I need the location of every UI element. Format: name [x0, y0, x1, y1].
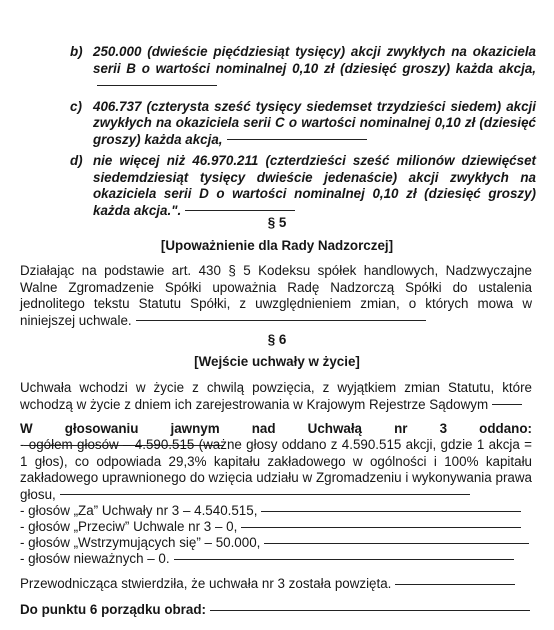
section6-number: § 6	[267, 332, 287, 347]
vote-total	[20, 437, 532, 503]
dash-leader	[97, 85, 217, 86]
list-item-text: 250.000 (dwieście pięćdziesiąt tysięcy) akcji zwykłych na okaziciela serii B o wartości nominalnej 0,10 zł (dziesięć groszy) każda akcja,	[93, 44, 536, 76]
dash-leader	[174, 559, 514, 560]
list-item-label: d)	[70, 153, 83, 168]
list-item	[0, 44, 554, 94]
vote-total-text: - ogółem głosów – 4.590.515 (ważne głosy oddano z 4.590.515 akcji, gdzie 1 akcja = 1 głos), co odpowiada 29,3% kapitału zakładowego w ogólności i 100% kapitału zakładowego uprawnionego do wzięcia udziału w Zgromadzeniu i wykonywania prawa głosu,	[20, 437, 532, 502]
section5-body	[20, 263, 532, 329]
list-item	[0, 99, 554, 149]
dash-leader	[136, 320, 426, 321]
list-item	[0, 153, 554, 219]
dash-leader	[185, 210, 295, 211]
vote-line-abstain	[20, 535, 532, 552]
list-item-text: nie więcej niż 46.970.211 (czterdzieści sześć milionów dziewięćset siedemdziesiąt tysięcy dwieście jedenaście) akcji zwykłych na okaziciela serii D o wartości nominalnej 0,10 zł (dziesięć groszy) każda akcja.".	[93, 153, 536, 218]
dash-leader	[264, 543, 529, 544]
dash-leader	[210, 610, 530, 611]
section6-body-text: Uchwała wchodzi w życie z chwilą powzięcia, z wyjątkiem zmian Statutu, które wchodzą w życie z dniem ich zarejestrowania w Krajowym Rejestrze Sądowym	[20, 380, 532, 412]
vote-line-text: - głosów nieważnych – 0.	[20, 551, 170, 566]
resolution-statement	[20, 576, 532, 593]
vote-heading-text: W głosowaniu jawnym nad Uchwałą nr 3 oddano:	[20, 421, 532, 436]
resolution-statement-text: Przewodnicząca stwierdziła, że uchwała nr 3 została powzięta.	[20, 576, 392, 591]
dash-leader	[227, 139, 367, 140]
share-series-list	[0, 44, 554, 219]
next-agenda-item-text: Do punktu 6 porządku obrad:	[20, 602, 206, 617]
dash-leader	[492, 404, 522, 405]
dash-leader	[60, 494, 470, 495]
vote-line-for	[20, 503, 532, 520]
list-item-label: c)	[70, 98, 82, 114]
dash-leader	[241, 527, 521, 528]
vote-line-text: - głosów „Za” Uchwały nr 3 – 4.540.515,	[20, 503, 258, 518]
dash-leader	[395, 584, 515, 585]
section5-title: [Upoważnienie dla Rady Nadzorczej]	[160, 238, 394, 253]
vote-line-invalid	[20, 551, 532, 568]
vote-line-against	[20, 519, 532, 536]
next-agenda-item	[20, 602, 532, 619]
list-item-text: 406.737 (czterysta sześć tysięcy siedemset trzydzieści siedem) akcji zwykłych na okaziciela serii C o wartości nominalnej 0,10 zł (dziesięć groszy) każda akcja,	[93, 98, 536, 147]
section5-number: § 5	[267, 215, 287, 230]
vote-line-text: - głosów „Wstrzymujących się” – 50.000,	[20, 535, 261, 550]
vote-line-text: - głosów „Przeciw” Uchwale nr 3 – 0,	[20, 519, 238, 534]
section6-body	[20, 380, 532, 413]
dash-leader	[261, 511, 521, 512]
list-item-label: b)	[70, 44, 83, 59]
section5-body-text: Działając na podstawie art. 430 § 5 Kodeksu spółek handlowych, Nadzwyczajne Walne Zgromadzenie Spółki upoważnia Radę Nadzorczą Spółki do ustalenia jednolitego tekstu Statutu Spółki, z uwzględnieniem zmian, o których mowa w niniejszej uchwale.	[20, 263, 532, 328]
section6-title: [Wejście uchwały w życie]	[194, 354, 360, 369]
